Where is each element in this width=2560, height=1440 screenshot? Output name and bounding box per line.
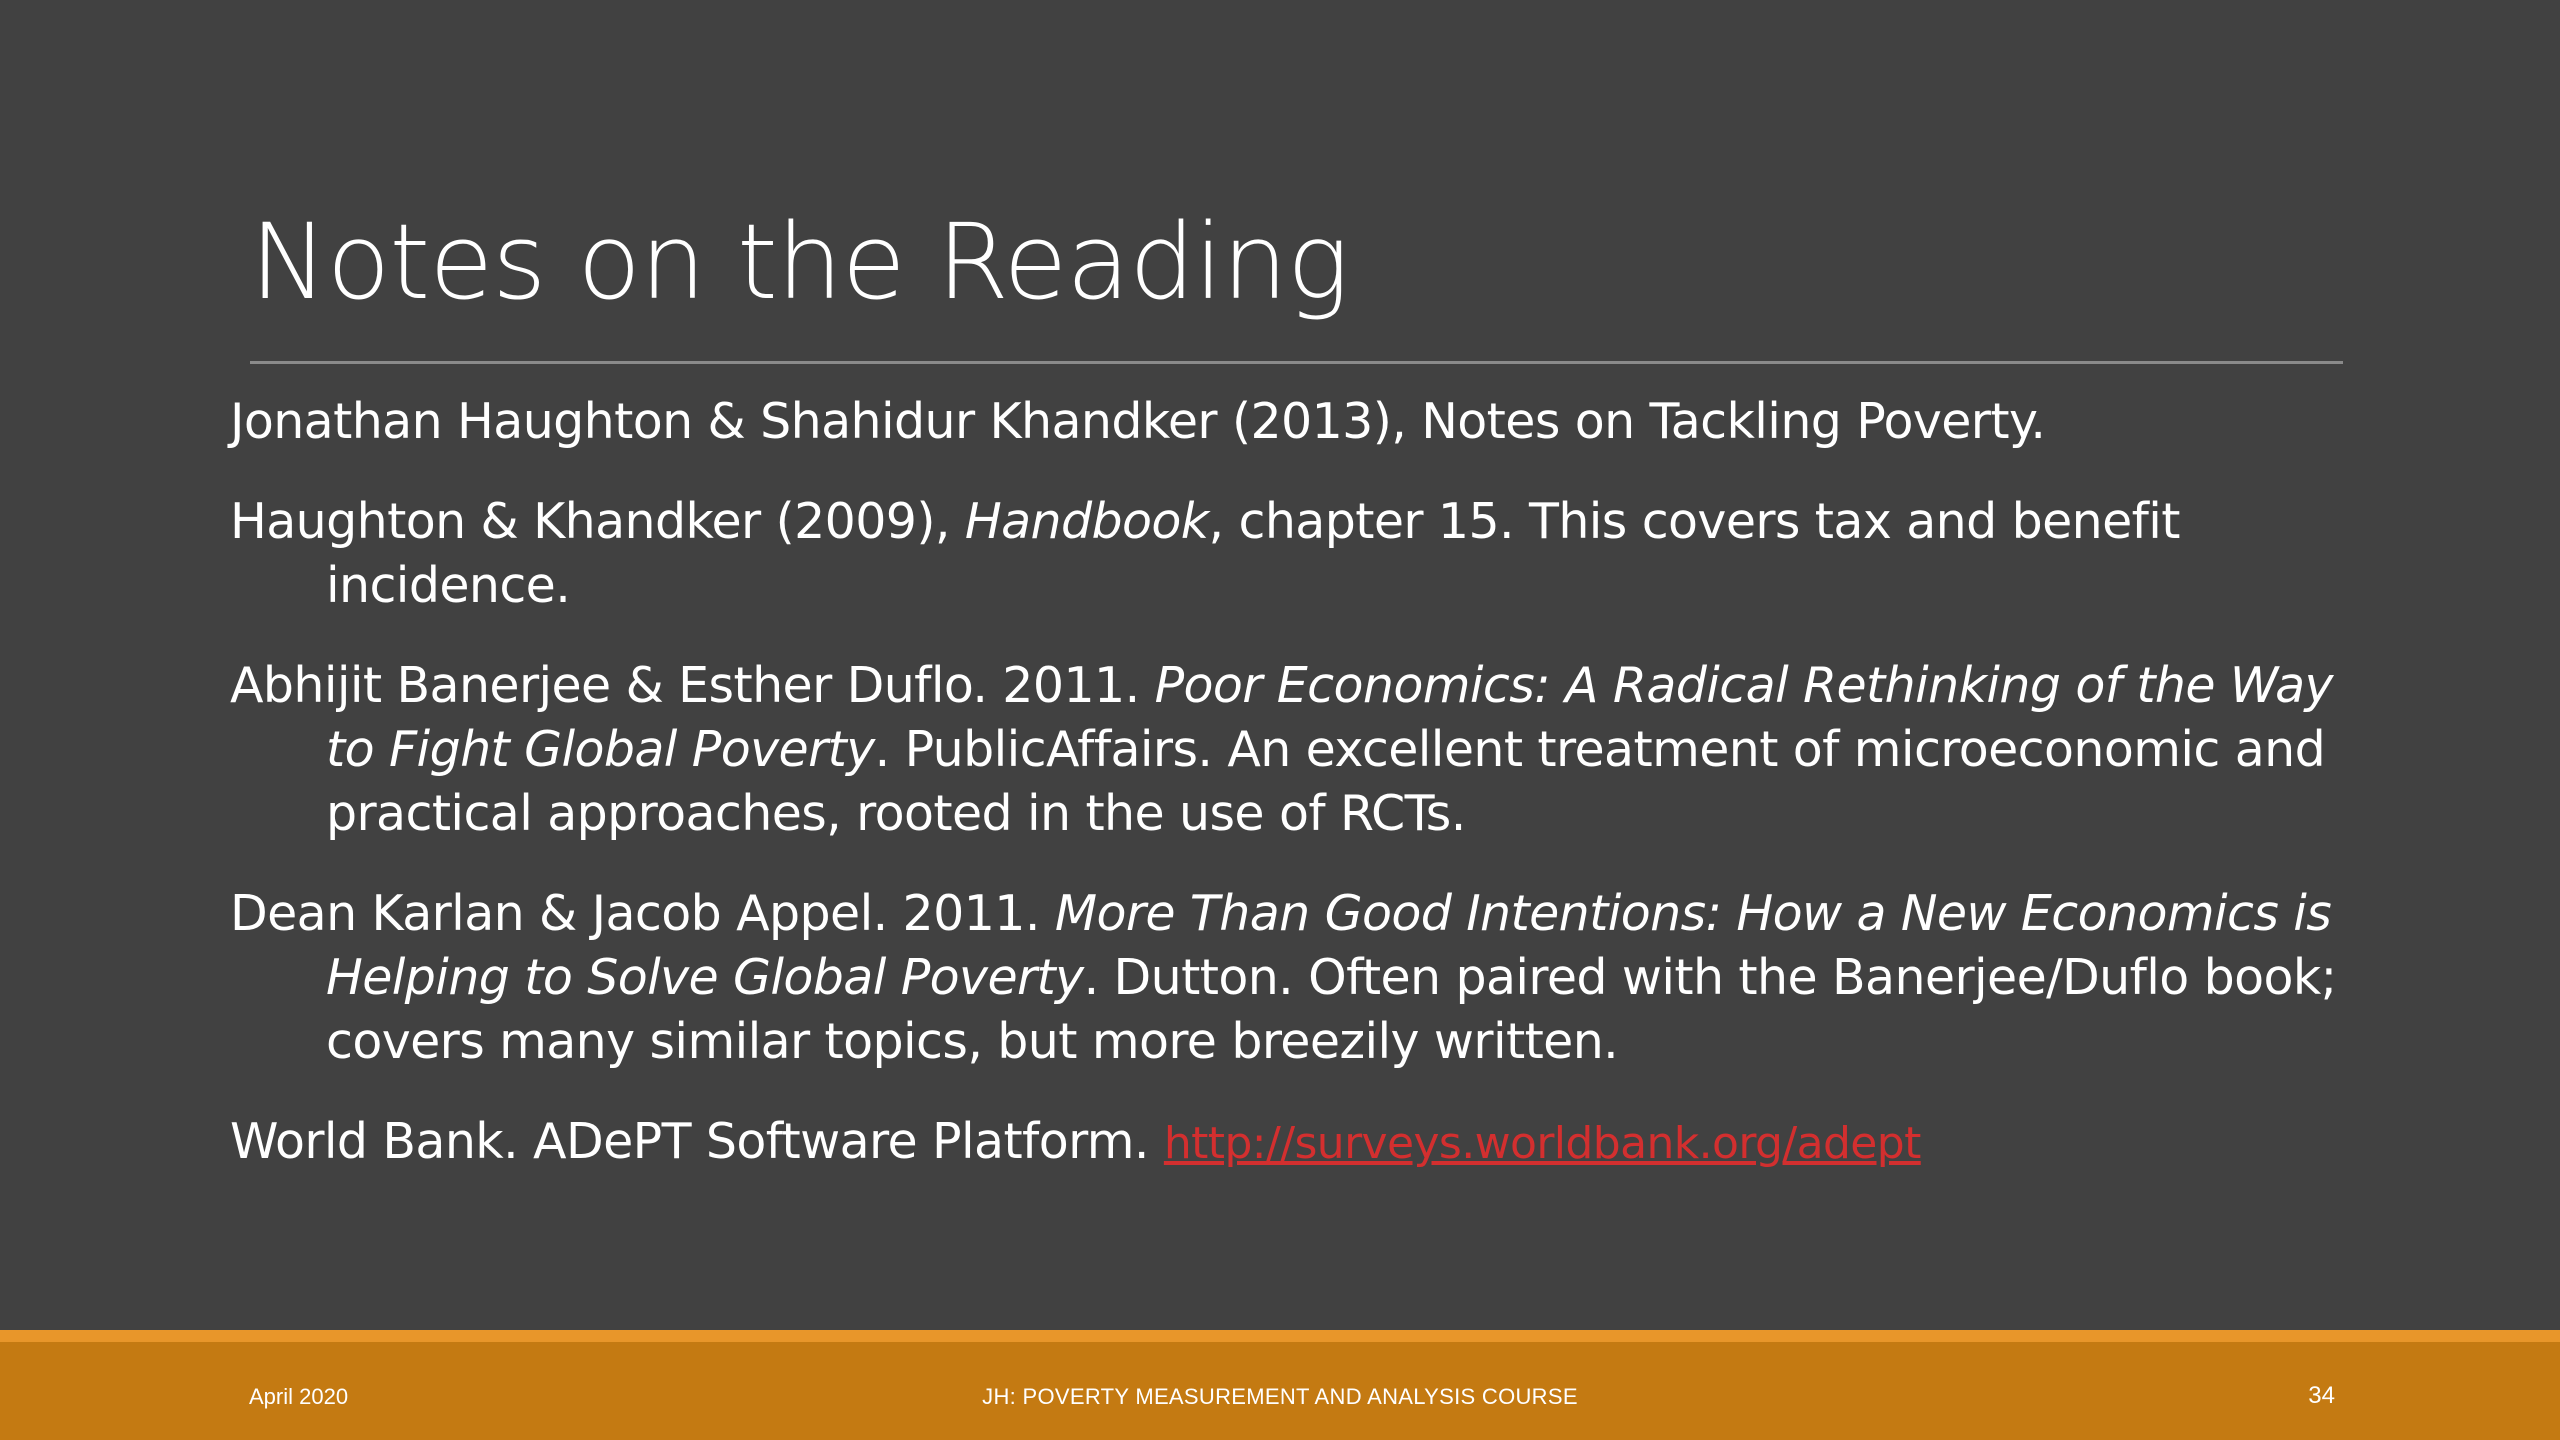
reference-title-italic: Handbook: [964, 493, 1209, 550]
reference-text: Dean Karlan & Jacob Appel. 2011.: [230, 885, 1055, 942]
adept-link[interactable]: http://surveys.worldbank.org/adept: [1163, 1118, 1921, 1169]
slide-title: Notes on the Reading: [250, 201, 1349, 323]
title-divider: [250, 361, 2343, 364]
reference-item: [230, 1110, 2360, 1176]
reference-list: [230, 390, 2360, 1212]
reference-title-italic: More Than Good Intentions: How a New Economics is Helping to Solve Global Poverty: [326, 885, 2332, 1006]
reference-text: Haughton & Khandker (2009),: [230, 493, 965, 550]
page-number: 34: [2308, 1382, 2335, 1409]
footer-date: April 2020: [249, 1384, 349, 1409]
reference-text: Abhijit Banerjee & Esther Duflo. 2011.: [230, 657, 1155, 714]
footer-bar: [0, 1342, 2560, 1440]
footer-accent-line: [0, 1330, 2560, 1342]
reference-item: [230, 490, 2360, 618]
reference-item: [230, 882, 2360, 1074]
reference-item: [230, 654, 2360, 846]
reference-title-italic: Poor Economics: A Radical Rethinking of the Way to Fight Global Poverty: [326, 657, 2333, 778]
reference-text: World Bank. ADePT Software Platform.: [230, 1113, 1164, 1170]
reference-item: [230, 390, 2360, 454]
reference-text: Jonathan Haughton & Shahidur Khandker (2013), Notes on Tackling Poverty.: [230, 393, 2046, 450]
footer-course-title: JH: POVERTY MEASUREMENT AND ANALYSIS COURSE: [982, 1384, 1578, 1409]
reference-text: . PublicAffairs. An excellent treatment of microeconomic and practical approaches, rooted in the use of RCTs.: [326, 721, 2326, 842]
reference-text: , chapter 15. This covers tax and benefit incidence.: [326, 493, 2180, 614]
reference-text: . Dutton. Often paired with the Banerjee/Duflo book; covers many similar topics, but more breezily written.: [326, 949, 2337, 1070]
